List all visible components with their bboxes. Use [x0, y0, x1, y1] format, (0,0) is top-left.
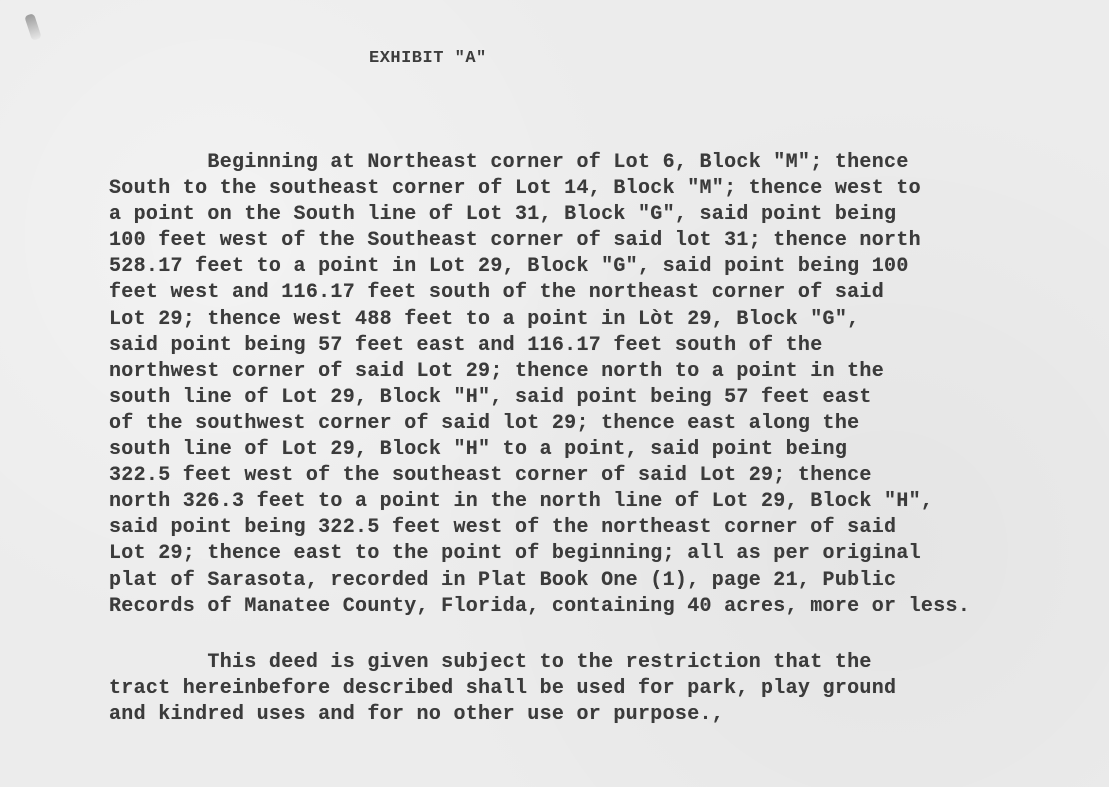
deed-restriction-paragraph: This deed is given subject to the restriction that the tract hereinbefore described shall be used for park, play ground and kindred uses and for no other use or purpose.,: [109, 651, 897, 727]
exhibit-title: EXHIBIT "A": [369, 49, 487, 68]
legal-description-paragraph: Beginning at Northeast corner of Lot 6, Block "M"; thence South to the southeast corner of Lot 14, Block "M"; thence west to a point on the South line of Lot 31, Block "G", said point being 100 feet west of the Southeast corner of said lot 31; thence north 528.17 feet to a point in Lot 29, Block "G", said point being 100 feet west and 116.17 feet south of the northeast corner of said Lot 29; thence west 488 feet to a point in Lòt 29, Block "G", said point being 57 feet east and 116.17 feet south of the northwest corner of said Lot 29; thence north to a point in the south line of Lot 29, Block "H", said point being 57 feet east of the southwest corner of said lot 29; thence east along the south line of Lot 29, Block "H" to a point, said point being 322.5 feet west of the southeast corner of said Lot 29; thence north 326.3 feet to a point in the north line of Lot 29, Block "H", said point being 322.5 feet west of the northeast corner of said Lot 29; thence east to the point of beginning; all as per original plat of Sarasota, recorded in Plat Book One (1), page 21, Public Records of Manatee County, Florida, containing 40 acres, more or less.: [109, 151, 971, 618]
corner-mark: [24, 13, 42, 41]
